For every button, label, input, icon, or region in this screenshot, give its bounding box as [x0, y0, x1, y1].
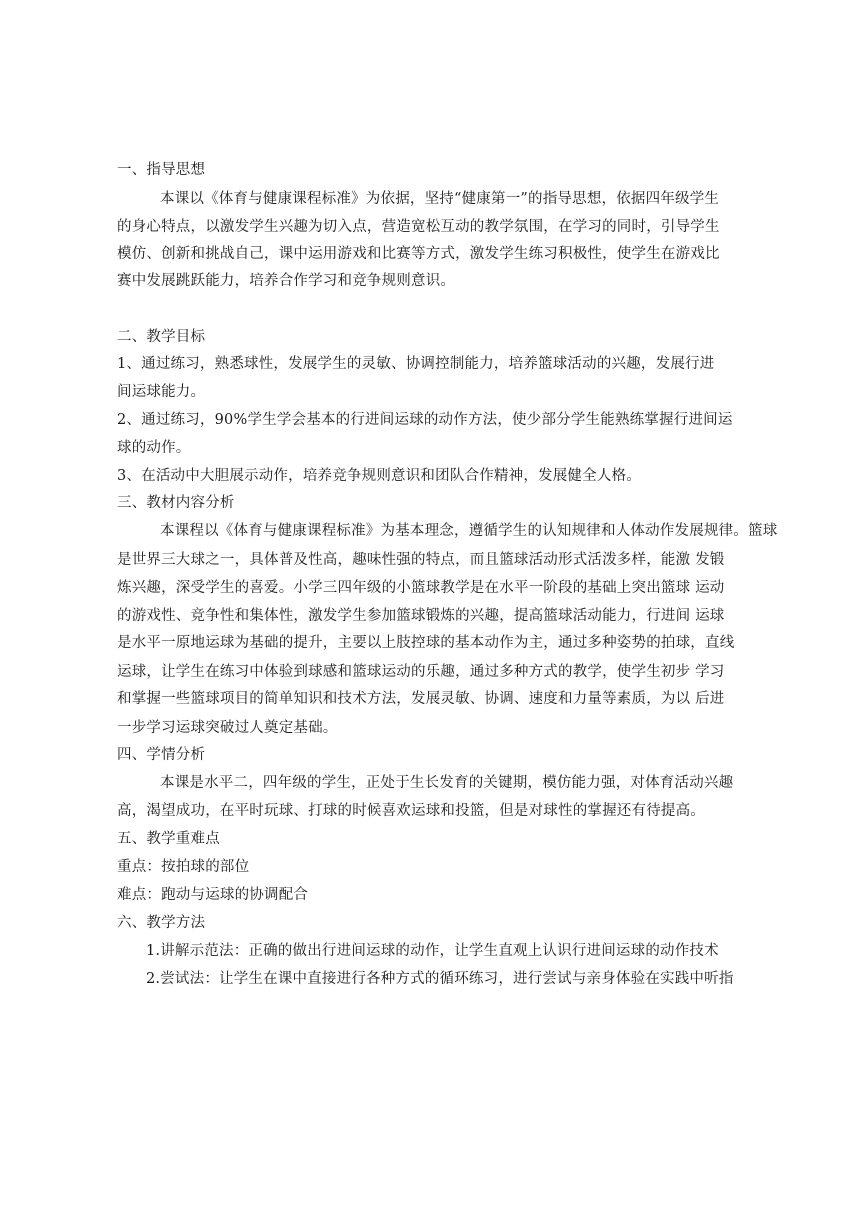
paragraph-line: 本课程以《体育与健康课程标准》为基本理念，遵循学生的认知规律和人体动作发展规律。篮球	[160, 523, 778, 539]
goal-item: 3、在活动中大胆展示动作，培养竞争规则意识和团队合作精神，发展健全人格。	[117, 468, 641, 484]
heading-guiding-ideology: 一、指导思想	[117, 162, 206, 178]
heading-student-analysis: 四、学情分析	[117, 747, 206, 763]
goal-item: 2、通过练习，90%学生学会基本的行进间运球的动作方法，使少部分学生能熟练掌握行进间运	[117, 412, 733, 428]
paragraph-line: 是世界三大球之一，具体普及性高，趣味性强的特点，而且篮球活动形式活泼多样，能激 发锻	[117, 552, 725, 568]
method-item: 1.讲解示范法：正确的做出行进间运球的动作，让学生直观上认识行进间运球的动作技术	[146, 943, 719, 959]
paragraph-line: 和掌握一些篮球项目的简单知识和技术方法，发展灵敏、协调、速度和力量等素质，为以 后进	[117, 691, 725, 707]
paragraph-line: 的游戏性、竞争性和集体性，激发学生参加篮球锻炼的兴趣，提高篮球活动能力，行进间 运球	[117, 608, 725, 624]
goal-item-continued: 球的动作。	[117, 440, 191, 456]
paragraph-line: 运球，让学生在练习中体验到球感和篮球运动的乐趣，通过多种方式的教学，使学生初步 学习	[117, 664, 725, 680]
paragraph-line: 本课是水平二，四年级的学生，正处于生长发育的关键期，模仿能力强，对体育活动兴趣	[160, 775, 734, 791]
goal-item: 1、通过练习，熟悉球性，发展学生的灵敏、协调控制能力，培养篮球活动的兴趣，发展行进	[117, 356, 715, 372]
key-point: 重点：按拍球的部位	[117, 859, 250, 875]
heading-teaching-goals: 二、教学目标	[117, 329, 206, 345]
paragraph-line: 本课以《体育与健康课程标准》为依据，坚持“健康第一”的指导思想，依据四年级学生	[160, 191, 720, 207]
heading-teaching-methods: 六、教学方法	[117, 915, 206, 931]
paragraph-line: 模仿、创新和挑战自己，课中运用游戏和比赛等方式，激发学生练习积极性，使学生在游戏比	[117, 246, 720, 262]
heading-content-analysis: 三、教材内容分析	[117, 495, 235, 511]
paragraph-line: 一步学习运球突破过人奠定基础。	[117, 720, 338, 736]
difficult-point: 难点：跑动与运球的协调配合	[117, 887, 309, 903]
method-item: 2.尝试法：让学生在课中直接进行各种方式的循环练习，进行尝试与亲身体验在实践中听指	[146, 971, 734, 987]
paragraph-line: 高，渴望成功，在平时玩球、打球的时候喜欢运球和投篮，但是对球性的掌握还有待提高。	[117, 803, 705, 819]
paragraph-line: 的身心特点，以激发学生兴趣为切入点，营造宽松互动的教学氛围，在学习的同时，引导学生	[117, 219, 720, 235]
paragraph-line: 炼兴趣，深受学生的喜爱。小学三四年级的小篮球教学是在水平一阶段的基础上突出篮球 运动	[117, 580, 725, 596]
heading-key-points: 五、教学重难点	[117, 831, 220, 847]
paragraph-line: 是水平一原地运球为基础的提升，主要以上肢控球的基本动作为主，通过多种姿势的拍球，直线	[117, 635, 735, 651]
goal-item-continued: 间运球能力。	[117, 384, 206, 400]
paragraph-line: 赛中发展跳跃能力，培养合作学习和竞争规则意识。	[117, 273, 456, 289]
